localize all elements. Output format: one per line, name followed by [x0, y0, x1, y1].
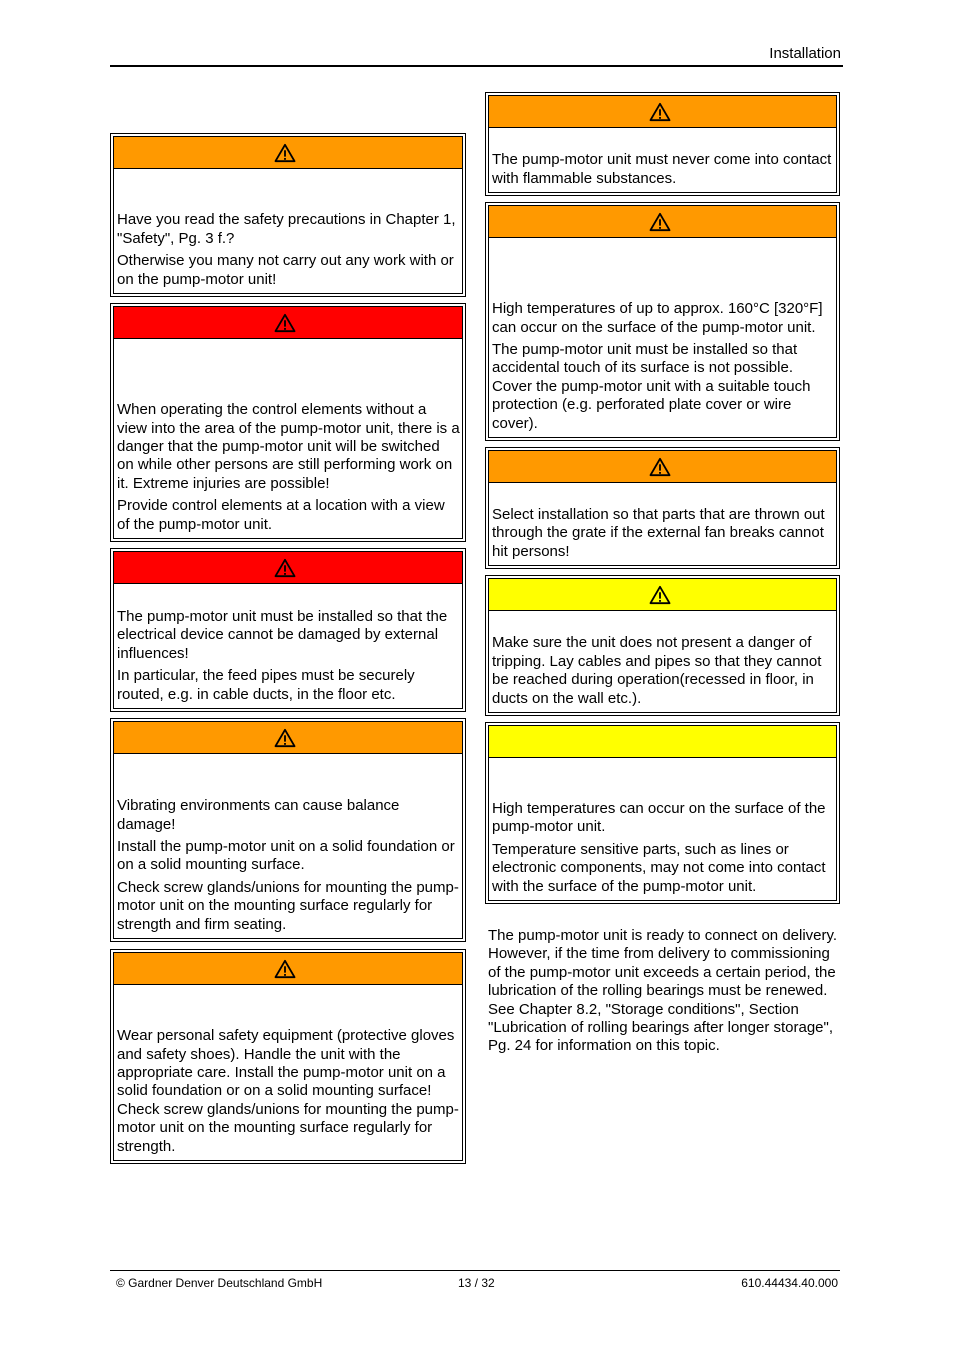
warning-triangle-icon [649, 102, 671, 122]
warning-triangle-icon [649, 585, 671, 605]
notice-paragraph: When operating the control elements without a view into the area of the pump-motor unit, there is a danger that the pump-motor unit will be switched on while other persons are still performing work on it. Extreme injuries are possible! [117, 401, 460, 492]
notice-content [114, 985, 462, 1160]
notice-content [114, 584, 462, 708]
notice-paragraph: The pump-motor unit must be installed so that accidental touch of its surface is not possible. Cover the pump-motor unit with a suitable touch protection (e.g. perforated plate cover or wire cover). [492, 340, 811, 432]
warning-triangle-icon [274, 728, 296, 748]
warning-triangle-icon [274, 143, 296, 163]
notice-paragraph: Make sure the unit does not present a danger of tripping. Lay cables and pipes so that they cannot be reached during operation(recessed in floor, in ducts on the wall etc.). [492, 634, 822, 707]
notice-box [485, 722, 840, 904]
info-paragraph: See Chapter 8.2, "Storage conditions", Section "Lubrication of rolling bearings after longer storage", Pg. 24 for information on this topic. [488, 1000, 834, 1055]
notice-paragraph: High temperatures can occur on the surface of the pump-motor unit. [492, 799, 826, 836]
notice-paragraph: Provide control elements at a location with a view of the pump-motor unit. [117, 497, 445, 533]
warning-notice-box [485, 92, 840, 196]
storage-info-text [488, 927, 840, 1056]
warning-banner [489, 451, 836, 483]
warning-notice-box [485, 447, 840, 569]
notice-content [114, 339, 462, 538]
notice-content [114, 754, 462, 938]
notice-paragraph: The pump-motor unit must be installed so that the electrical device cannot be damaged by external influences! [117, 607, 448, 662]
caution-notice-box [485, 575, 840, 716]
warning-banner [114, 722, 462, 754]
info-paragraph: The pump-motor unit is ready to connect on delivery. However, if the time from delivery to commissioning of the pump-motor unit exceeds a certain period, the lubrication of the rolling bearings must be renewed. [488, 927, 838, 1000]
header-rule [110, 65, 843, 67]
notice-paragraph: In particular, the feed pipes must be securely routed, e.g. in cable ducts, in the floor etc. [117, 667, 415, 703]
notice-content [489, 611, 836, 712]
warning-triangle-icon [274, 313, 296, 333]
warning-banner [489, 96, 836, 128]
warning-triangle-icon [649, 212, 671, 232]
notice-paragraph: Install the pump-motor unit on a solid foundation or on a solid mounting surface. [117, 837, 455, 874]
footer-rule [110, 1270, 840, 1271]
notice-banner [489, 726, 836, 758]
notice-paragraph: Have you read the safety precautions in Chapter 1, "Safety", Pg. 3 f.? [117, 211, 456, 247]
page-header-title: Installation [769, 45, 841, 62]
notice-content [489, 758, 836, 900]
warning-triangle-icon [649, 457, 671, 477]
notice-content [114, 169, 462, 293]
warning-notice-box [485, 202, 840, 441]
danger-banner [114, 307, 462, 339]
notice-paragraph: High temperatures of up to approx. 160°C [320°F] can occur on the surface of the pump-motor unit. [492, 300, 823, 336]
notice-paragraph: The pump-motor unit must never come into contact with flammable substances. [492, 151, 832, 187]
notice-content [489, 128, 836, 192]
notice-content [489, 483, 836, 565]
warning-banner [114, 137, 462, 169]
warning-notice-box [110, 718, 466, 942]
footer-page-number: 13 / 32 [458, 1276, 495, 1290]
notice-paragraph: Temperature sensitive parts, such as lines or electronic components, may not come into contact with the surface of the pump-motor unit. [492, 840, 826, 895]
warning-notice-box [110, 949, 466, 1164]
warning-banner [114, 953, 462, 985]
notice-paragraph: Otherwise you many not carry out any work with or on the pump-motor unit! [117, 252, 454, 288]
warning-banner [489, 206, 836, 238]
warning-triangle-icon [274, 558, 296, 578]
notice-paragraph: Vibrating environments can cause balance damage! [117, 797, 400, 833]
danger-notice-box [110, 548, 466, 712]
danger-banner [114, 552, 462, 584]
danger-notice-box [110, 303, 466, 542]
notice-paragraph: Wear personal safety equipment (protective gloves and safety shoes). Handle the unit with the appropriate care. Install the pump-motor unit on a solid foundation or on a solid mounting surface! Check screw glands/unions for mounting the pump-motor unit on the mounting surface regularly for strength. [117, 1027, 459, 1155]
notice-paragraph: Check screw glands/unions for mounting the pump-motor unit on the mounting surface regularly for strength and firm seating. [117, 878, 459, 933]
warning-triangle-icon [274, 959, 296, 979]
caution-banner [489, 579, 836, 611]
footer-copyright: © Gardner Denver Deutschland GmbH [116, 1276, 323, 1290]
safety-notice-box [110, 133, 466, 297]
notice-content [489, 238, 836, 437]
footer-doc-number: 610.44434.40.000 [741, 1276, 838, 1290]
notice-paragraph: Select installation so that parts that are thrown out through the grate if the external fan breaks cannot hit persons! [492, 505, 825, 560]
